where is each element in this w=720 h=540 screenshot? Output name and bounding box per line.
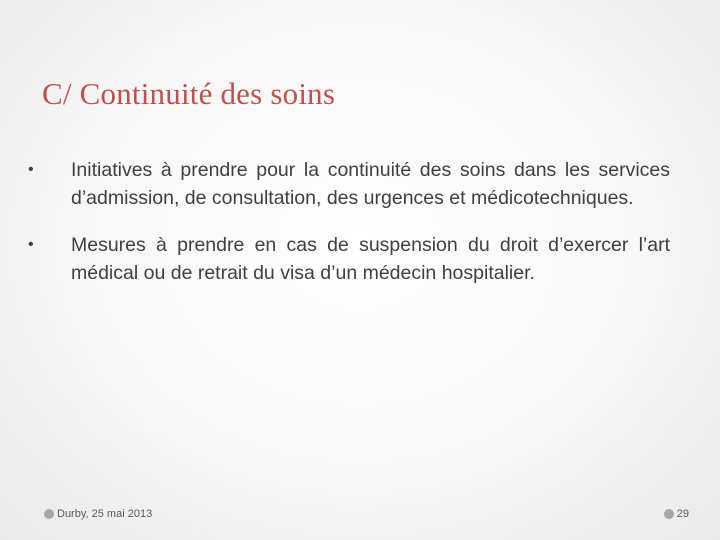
bullet-list (28, 156, 670, 306)
bullet-item (28, 156, 670, 212)
bullet-marker-icon: • (28, 161, 34, 178)
footer-date: Durby, 25 mai 2013 (57, 508, 153, 520)
bullet-marker-icon: • (28, 236, 34, 253)
footer-dot-icon (44, 509, 54, 519)
page-number: 29 (676, 508, 689, 520)
slide-title: C/ Continuité des soins (42, 76, 336, 111)
page-number-dot-icon (664, 509, 674, 519)
bullet-text: Mesures à prendre en cas de suspension du droit d’exercer l’art médical ou de retrait du visa d’un médecin hospitalier. (71, 234, 670, 284)
footer-left (44, 507, 152, 521)
bullet-text: Initiatives à prendre pour la continuité des soins dans les services d’admission, de consultation, des urgences et médicotechniques. (71, 159, 670, 209)
footer-right (664, 507, 689, 521)
bullet-item (28, 231, 670, 287)
